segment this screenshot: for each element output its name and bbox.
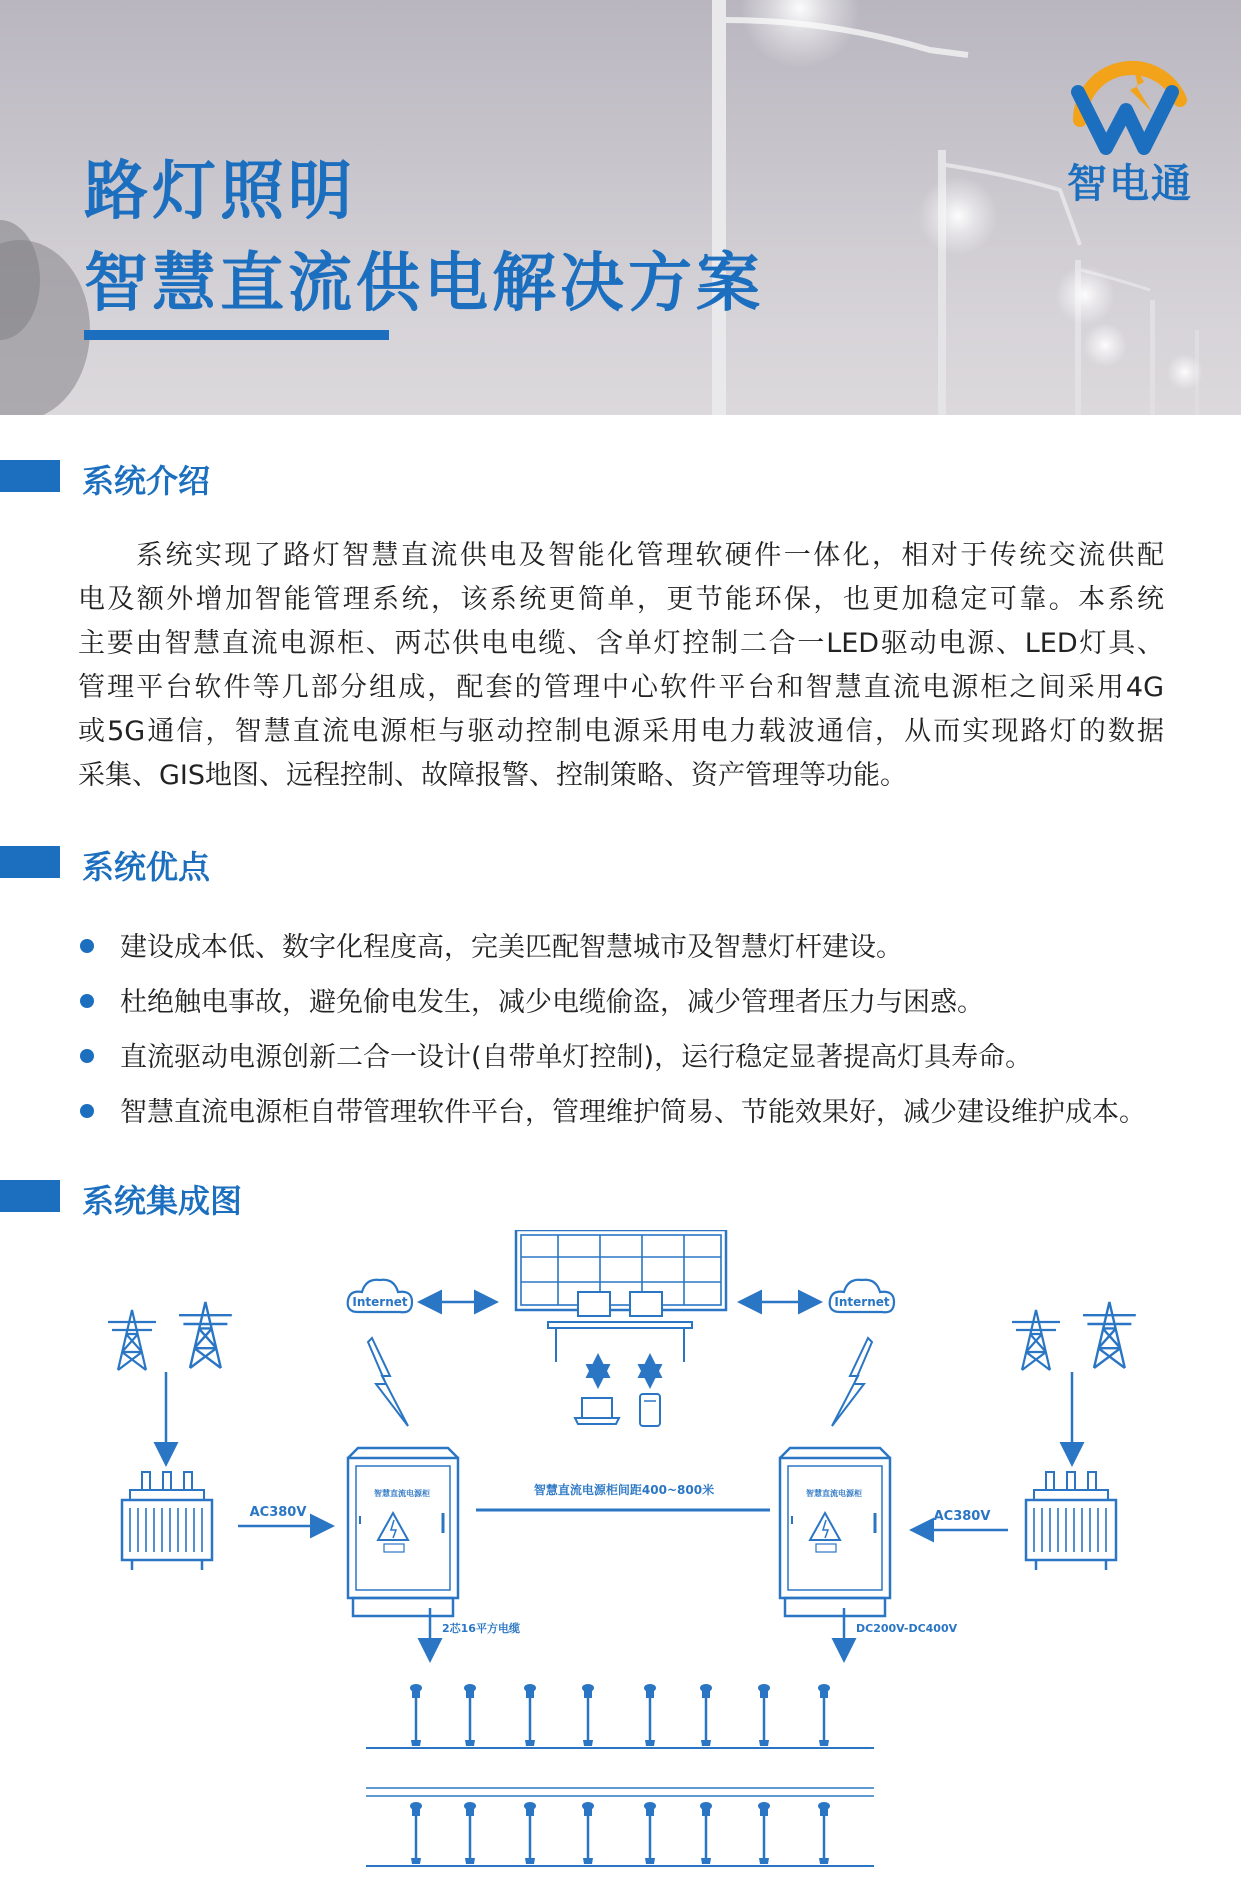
street-lamp-icon [582,1684,594,1746]
intro-line: 电及额外增加智能管理系统，该系统更简单，更节能环保，也更加稳定可靠。本系统 [78,584,1164,615]
hero-title-line2: 智慧直流供电解决方案 [84,247,764,321]
street-lamp-icon [700,1802,712,1864]
cabinet-label: 智慧直流电源柜 [374,1489,430,1498]
advantage-text: 杜绝触电事故，避免偷电发生，减少电缆偷盗，减少管理者压力与困惑。 [120,987,984,1018]
power-tower-icon [1012,1310,1060,1370]
section-title-intro: 系统介绍 [82,462,211,500]
bullet-icon [80,939,94,953]
dc-power-cabinet-right [780,1448,890,1616]
brand-name: 智电通 [1067,161,1193,207]
video-wall-icon [521,1235,721,1305]
dc-power-cabinet-left [348,1448,458,1616]
intro-line: 采集、GIS地图、远程控制、故障报警、控制策略、资产管理等功能。 [78,760,908,791]
cabinet-label: 智慧直流电源柜 [806,1489,862,1498]
advantage-text: 建设成本低、数字化程度高，完美匹配智慧城市及智慧灯杆建设。 [120,932,903,963]
laptop-icon [575,1398,619,1424]
transformer-icon [1026,1472,1116,1570]
bullet-icon [80,1049,94,1063]
section-marker [0,460,60,492]
section-title-advantages: 系统优点 [82,848,211,886]
wireless-bolt-icon [832,1338,872,1426]
phone-icon [640,1394,660,1426]
internet-label-left: Internet [352,1295,408,1309]
hero-underline [84,330,389,340]
street-lamp-icon [644,1802,656,1864]
street-lamp-icon [818,1684,830,1746]
street-lamp-icon [818,1802,830,1864]
street-lamp-icon [410,1802,422,1864]
intro-line: 管理平台软件等几部分组成，配套的管理中心软件平台和智慧直流电源柜之间采用4G [78,672,1164,703]
cabinet-distance-label: 智慧直流电源柜间距400~800米 [533,1483,715,1497]
advantage-text: 智慧直流电源柜自带管理软件平台，管理维护简易、节能效果好，减少建设维护成本。 [120,1097,1146,1128]
street-lamp-icon [644,1684,656,1746]
power-tower-icon [108,1310,156,1370]
street-lamp-row-1 [410,1684,830,1746]
cable-label: 2芯16平方电缆 [442,1622,520,1635]
section-marker [0,846,60,878]
street-lamp-icon [582,1802,594,1864]
ac-label-right: AC380V [933,1509,991,1524]
section-title-diagram: 系统集成图 [82,1182,243,1220]
ac-label-left: AC380V [249,1505,307,1520]
intro-line: 系统实现了路灯智慧直流供电及智能化管理软硬件一体化，相对于传统交流供配 [136,540,1164,571]
bullet-icon [80,994,94,1008]
system-integration-diagram [0,1230,1241,1899]
internet-label-right: Internet [834,1295,890,1309]
transformer-icon [122,1472,212,1570]
street-lamp-icon [758,1802,770,1864]
street-lamp-row-2 [410,1802,830,1864]
section-marker [0,1180,60,1212]
intro-line: 或5G通信，智慧直流电源柜与驱动控制电源采用电力载波通信，从而实现路灯的数据 [78,716,1164,747]
street-lamp-icon [524,1802,536,1864]
workstation-icon [548,1292,692,1362]
street-lamp-icon [410,1684,422,1746]
hero-title-line1: 路灯照明 [84,155,356,229]
street-lamp-icon [524,1684,536,1746]
dc-label: DC200V-DC400V [856,1622,958,1635]
advantage-text: 直流驱动电源创新二合一设计(自带单灯控制)，运行稳定显著提高灯具寿命。 [120,1042,1033,1073]
street-lamp-icon [464,1684,476,1746]
hero-banner [0,0,1241,415]
power-tower-icon [1083,1302,1136,1368]
intro-paragraph [78,534,1164,798]
street-lamp-icon [700,1684,712,1746]
street-lamp-icon [464,1802,476,1864]
intro-line: 主要由智慧直流电源柜、两芯供电电缆、含单灯控制二合一LED驱动电源、LED灯具、 [78,628,1164,659]
power-tower-icon [179,1302,232,1368]
street-lamp-icon [758,1684,770,1746]
wireless-bolt-icon [368,1338,408,1426]
bullet-icon [80,1104,94,1118]
